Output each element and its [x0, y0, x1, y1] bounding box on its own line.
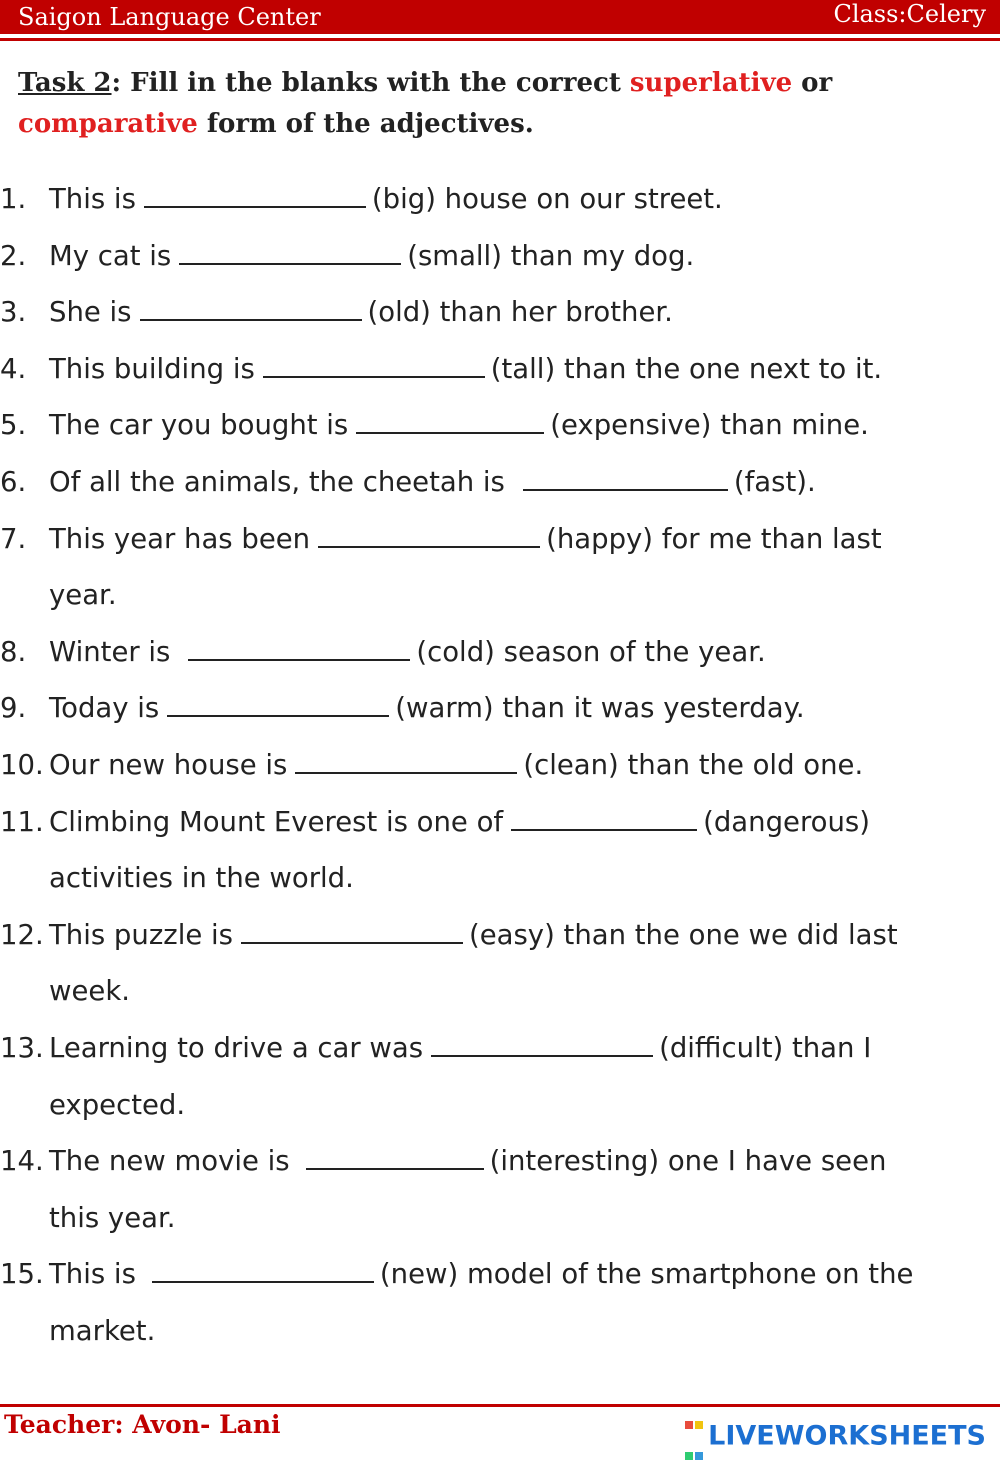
item-text-before: Our new house is: [49, 748, 288, 781]
answer-blank[interactable]: [152, 1259, 374, 1283]
item-number: 6.: [0, 465, 27, 498]
exercise-item: [0, 907, 1000, 964]
item-text-before: This year has been: [49, 522, 311, 555]
exercise-item-continued: [0, 1303, 1000, 1360]
exercise-item: [0, 1020, 1000, 1077]
item-text-continued: week.: [49, 975, 130, 1008]
exercise-item-continued: [0, 1077, 1000, 1134]
item-text-continued: expected.: [49, 1088, 186, 1121]
exercise-item: [0, 680, 1000, 737]
item-text-after: (interesting) one I have seen: [489, 1145, 887, 1178]
item-text-after: (fast).: [733, 465, 816, 498]
item-number: 9.: [0, 692, 27, 725]
item-text-before: Climbing Mount Everest is one of: [49, 805, 504, 838]
task-text-1: : Fill in the blanks with the correct: [111, 68, 630, 98]
item-text-after: (warm) than it was yesterday.: [395, 692, 805, 725]
header-divider: [0, 38, 1000, 41]
brand-text: LIVEWORKSHEETS: [708, 1420, 986, 1452]
item-text-before: Learning to drive a car was: [49, 1031, 424, 1064]
item-text-before: The car you bought is: [49, 409, 349, 442]
item-text-before: She is: [49, 296, 132, 329]
exercise-item: [0, 1246, 1000, 1303]
liveworksheets-brand[interactable]: [684, 1406, 986, 1468]
item-text-continued: market.: [49, 1314, 156, 1347]
item-text-after: (clean) than the old one.: [523, 748, 864, 781]
item-text-after: (tall) than the one next to it.: [490, 352, 883, 385]
answer-blank[interactable]: [263, 354, 485, 378]
item-text-after: (big) house on our street.: [371, 183, 723, 215]
item-text-after: (small) than my dog.: [407, 239, 695, 272]
exercise-item: [0, 511, 1000, 568]
exercise-item-continued: [0, 850, 1000, 907]
item-number: 2.: [0, 239, 27, 272]
answer-blank[interactable]: [140, 297, 362, 321]
item-text-before: The new movie is: [49, 1145, 290, 1178]
answer-blank[interactable]: [511, 807, 697, 831]
item-text-before: Winter is: [49, 635, 171, 668]
answer-blank[interactable]: [356, 410, 544, 434]
task-label: Task 2: [18, 68, 112, 98]
item-number: 13.: [0, 1031, 44, 1064]
item-text-after: (new) model of the smartphone on the: [379, 1258, 914, 1291]
item-text-before: This is: [49, 1258, 136, 1291]
header-bar: [0, 0, 1000, 34]
exercise-item: [0, 1133, 1000, 1190]
item-number: 12.: [0, 918, 44, 951]
item-text-after: (difficult) than I: [659, 1031, 872, 1064]
answer-blank[interactable]: [188, 637, 410, 661]
item-number: 7.: [0, 522, 27, 555]
item-text-before: This puzzle is: [49, 918, 233, 951]
exercise-item: [0, 228, 1000, 285]
answer-blank[interactable]: [241, 920, 463, 944]
task-text-2: or: [792, 68, 833, 98]
item-text-after: (dangerous): [703, 805, 870, 838]
exercise-item: [0, 171, 1000, 228]
item-text-before: Of all the animals, the cheetah is: [49, 465, 505, 498]
exercise-item: [0, 624, 1000, 681]
answer-blank[interactable]: [295, 750, 517, 774]
item-text-after: (happy) for me than last: [546, 522, 882, 555]
answer-blank[interactable]: [144, 184, 366, 208]
liveworksheets-logo-icon: [684, 1406, 704, 1468]
item-text-continued: this year.: [49, 1201, 176, 1234]
exercise-item: [0, 737, 1000, 794]
answer-blank[interactable]: [179, 241, 401, 265]
item-text-after: (easy) than the one we did last: [468, 918, 898, 951]
item-text-continued: activities in the world.: [49, 862, 354, 895]
answer-blank[interactable]: [306, 1146, 484, 1170]
task-text-3: form of the adjectives.: [197, 109, 534, 139]
exercise-item-continued: [0, 1190, 1000, 1247]
task-word-superlative: superlative: [629, 68, 793, 98]
exercise-list: [0, 171, 1000, 1359]
item-text-after: (cold) season of the year.: [416, 635, 766, 668]
item-number: 8.: [0, 635, 27, 668]
item-number: 15.: [0, 1258, 44, 1291]
exercise-item: [0, 341, 1000, 398]
item-text-before: This building is: [49, 352, 255, 385]
item-text-continued: year.: [49, 579, 117, 612]
item-text-before: Today is: [49, 692, 160, 725]
exercise-item: [0, 794, 1000, 851]
item-text-before: This is: [49, 183, 136, 215]
item-number: 11.: [0, 805, 44, 838]
item-number: 4.: [0, 352, 27, 385]
exercise-item: [0, 454, 1000, 511]
answer-blank[interactable]: [318, 524, 540, 548]
item-number: 14.: [0, 1145, 44, 1178]
item-text-before: My cat is: [49, 239, 172, 272]
exercise-item-continued: [0, 963, 1000, 1020]
item-number: 1.: [0, 183, 27, 215]
school-name: Saigon Language Center: [18, 3, 321, 31]
item-text-after: (expensive) than mine.: [550, 409, 869, 442]
exercise-item-continued: [0, 567, 1000, 624]
task-instructions: [18, 63, 983, 145]
answer-blank[interactable]: [431, 1033, 653, 1057]
class-label: Class:Celery: [833, 0, 986, 28]
answer-blank[interactable]: [167, 693, 389, 717]
item-number: 3.: [0, 296, 27, 329]
item-text-after: (old) than her brother.: [367, 296, 673, 329]
task-word-comparative: comparative: [18, 109, 198, 139]
item-number: 5.: [0, 409, 27, 442]
teacher-name: Teacher: Avon- Lani: [4, 1410, 281, 1439]
exercise-item: [0, 284, 1000, 341]
exercise-item: [0, 397, 1000, 454]
answer-blank[interactable]: [523, 467, 728, 491]
item-number: 10.: [0, 748, 44, 781]
